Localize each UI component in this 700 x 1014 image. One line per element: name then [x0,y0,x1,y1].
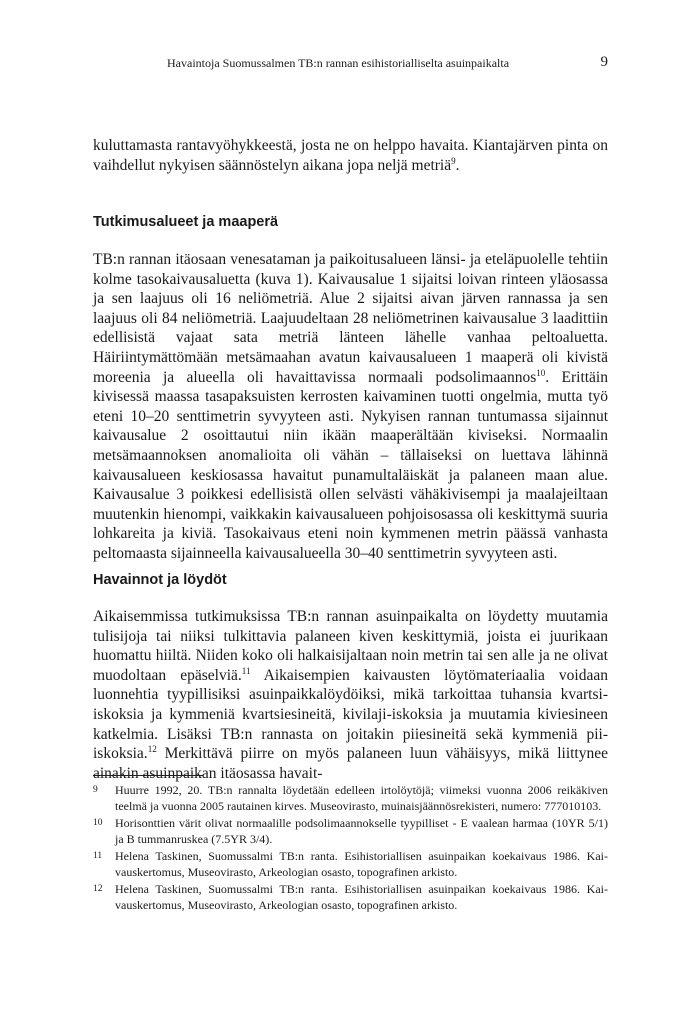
paragraph-text-b: . Erittäin kivisessä maassa tasapaksuisten kerrosten kaivaminen tuotti ongelmia, mutta työ eteni 10–20 senttimetrin syvyyteen asti. Nykyisen rannan tuntumassa sijainnut kaivausalue 2 osoittautui niin ikään maaperältään kiviseksi. Normaalin metsämaannoksen anomalioita oli vähän – tällaiseksi on luettava lähinnä kaivausalueen keskiosassa havaitut punamultaläiskät ja palaneen maan alue. Kaivausalue 3 poikkesi edellisistä ollen selvästi vähäkivisempi ja maalajeiltaan muutenkin hienompi, vaikkakin kaivausalueen pohjoisosassa oli keskittymä suuria lohkareita ja kiviä. Tasokaivaus eteni noin kymmenen metrin päässä vanhasta peltomaasta sijainneella kaivausalueella 30–40 senttimetrin syvyyteen asti. [93,368,608,562]
footnote-ref-10[interactable]: 10 [536,367,546,378]
footnote-ref-11[interactable]: 11 [241,665,251,676]
footnote-text: Horisonttien värit olivat normaalille podsolimaannokselle tyypilliset - E vaalean harmaa (10YR 5/1) ja B tummanruskea (7.5YR 3/4). [115,816,608,846]
footnote-number: 9 [93,785,98,795]
footnote-number: 11 [93,851,103,861]
running-title: Havaintoja Suomussalmen TB:n rannan esihistorialliselta asuinpaikalta [167,56,510,70]
page-number: 9 [600,54,608,70]
footnote-ref-9[interactable]: 9 [451,155,456,166]
paragraph-tutkimusalueet [93,250,608,564]
paragraph-havainnot [93,607,608,783]
footnote-text: Helena Taskinen, Suomussalmi TB:n ranta. Esihistoriallisen asuinpaikan koekaivaus 1986. Kaivauskertomus, Museovirasto, Arkeologian osasto, topografinen arkisto. [115,849,608,879]
paragraph-end: . [455,156,460,174]
paragraph-text: kuluttamasta rantavyöhykkeestä, josta ne on helppo havaita. Kiantajärven pinta on vaihdellut nykyisen säännöstelyn aikana jopa neljä metriä [93,137,608,174]
section-heading-tutkimusalueet: Tutkimusalueet ja maaperä [93,214,279,230]
footnote-9 [93,783,608,814]
footnote-12 [93,882,608,913]
footnote-text: Helena Taskinen, Suomussalmi TB:n ranta. Esihistoriallisen asuinpaikan koekaivaus 1986. Kaivauskertomus, Museovirasto, Arkeologian osasto, topografinen arkisto. [115,882,608,912]
footnote-number: 12 [93,884,103,894]
paragraph-text-a: TB:n rannan itäosaan venesataman ja paikoitusalueen länsi- ja eteläpuolelle tehtiin kolme tasokaivausaluetta (kuva 1). Kaivausalue 1 sijaitsi loivan rinteen yläosassa ja sen laajuus oli 16 neliömetriä. Alue 2 sijaitsi aivan järven rannassa ja sen laajuus oli 84 neliömetriä. Laajuudeltaan 28 neliömetrinen kaivausalue 3 laadittiin edellisistä vajaat sata metriä länteen lähelle vanhaa peltoaluetta. Häiriintymättömään metsämaahan avatun kaivausalueen 1 maaperä oli kivistä moreenia ja alueella oli havaittavissa normaali podsolimaannos [93,251,608,386]
paragraph-text-c: Merkittävä piirre on myös palaneen luun vähäisyys, mikä liittynee ainakin asuinpaikan itäosassa havait- [93,745,608,782]
footnote-divider [93,775,203,776]
footnote-text: Huurre 1992, 20. TB:n rannalta löydetään edelleen irtolöytöjä; viimeksi vuonna 2006 reikäkiven teelmä ja vuonna 2005 rautainen kirves. Museovirasto, muinaisjäännösrekisteri, numero: 777010103. [115,783,608,813]
footnote-10 [93,816,608,847]
paragraph-text-a: Aikaisemmissa tutkimuksissa TB:n rannan asuinpaikalta on löydetty muutamia tulisijoja tai niiksi tulkittavia palaneen kiven keskittymiä, joista ei juurikaan huomattu hiiltä. Niiden koko oli halkaisijaltaan noin metrin tai sen alle ja ne olivat muodoltaan epäselviä. [93,608,608,684]
paragraph-text-b: Aikaisempien kaivausten löytömateriaalia voidaan luonnehtia tyypillisiksi asuinpaikkalöydöiksi, mikä tarkoittaa tuhansia kvartsi-iskoksia ja kymmeniä kvartsiesineitä, kivilaji-iskoksia ja muutamia kiviesineen katkelmia. Lisäksi TB:n rannasta on joitakin piiesineitä sekä kymmeniä pii-iskoksia. [93,666,608,763]
section-heading-havainnot: Havainnot ja löydöt [93,572,227,588]
footnotes [93,783,608,915]
footnote-ref-12[interactable]: 12 [147,744,157,754]
footnote-number: 10 [93,818,103,828]
paragraph-intro [93,136,608,175]
footnote-11 [93,849,608,880]
